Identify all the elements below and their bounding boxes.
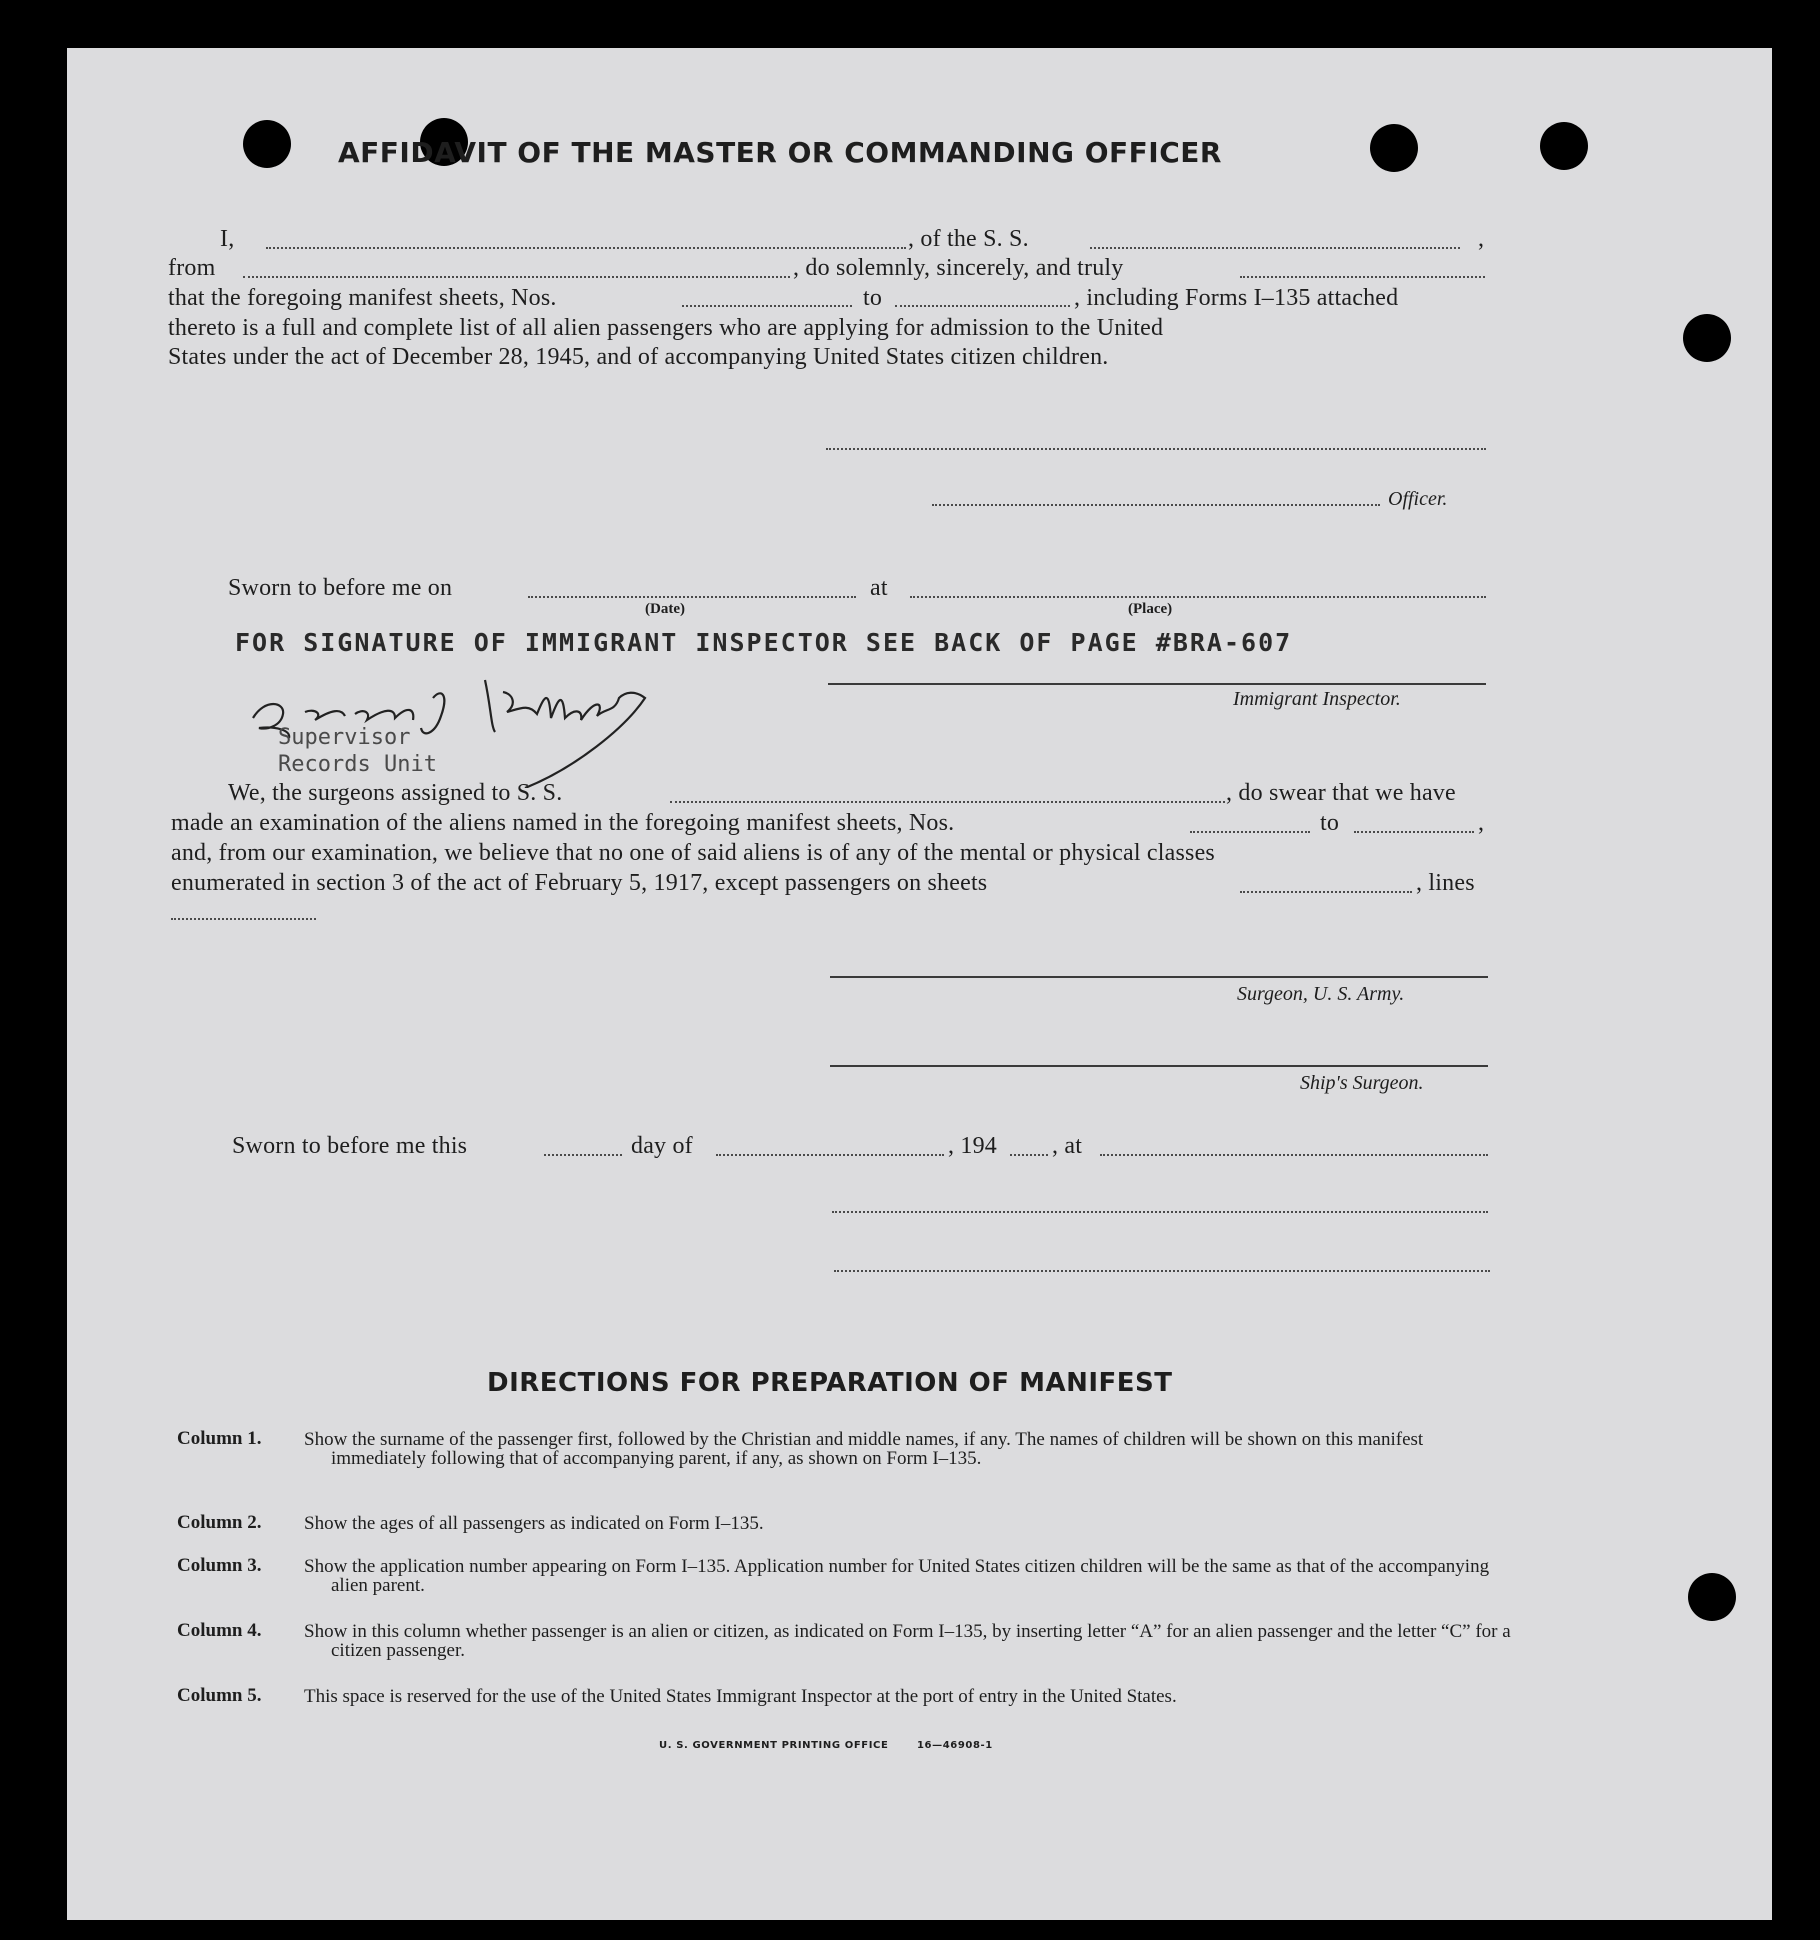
sworn2-day-of: day of — [631, 1133, 693, 1159]
surgeons-to: to — [1320, 810, 1340, 836]
manifest-to-field[interactable] — [895, 305, 1070, 307]
sworn-date-field[interactable] — [528, 596, 856, 598]
surgeons-lines: , lines — [1416, 870, 1475, 896]
sworn-place-field[interactable] — [910, 596, 1486, 598]
army-surgeon-signature-line[interactable] — [830, 976, 1488, 978]
ship-surgeon-label: Ship's Surgeon. — [1300, 1072, 1424, 1094]
sworn2-text: Sworn to before me this — [232, 1133, 468, 1159]
sworn-at: at — [870, 575, 888, 601]
direction-label-4: Column 4. — [177, 1620, 262, 1641]
direction-text-1: Show the surname of the passenger first, followed by the Christian and middle names, if any. The names of children will be shown on this manifest immediately following that of accompanying parent, if any, as shown on Form I–135. — [304, 1429, 1424, 1469]
place-caption: (Place) — [1128, 601, 1173, 617]
punch-hole — [1370, 124, 1418, 172]
typed-title-line1: Supervisor — [278, 725, 411, 750]
officer-signature-line[interactable] — [826, 448, 1486, 450]
punch-hole — [1540, 122, 1588, 170]
direction-label-2: Column 2. — [177, 1512, 262, 1533]
affidavit-of-ss: , of the S. S. — [908, 226, 1029, 252]
ship-surgeon-signature-line[interactable] — [830, 1065, 1488, 1067]
surgeons-ss-field[interactable] — [670, 801, 1225, 803]
surgeons-line4: enumerated in section 3 of the act of February 5, 1917, except passengers on sheets — [171, 870, 988, 896]
surgeons-nos-from-field[interactable] — [1190, 831, 1310, 833]
affidavit-from: from — [168, 255, 216, 281]
date-caption: (Date) — [645, 601, 685, 617]
sworn2-day-field[interactable] — [544, 1154, 622, 1156]
army-surgeon-label: Surgeon, U. S. Army. — [1237, 983, 1405, 1005]
sworn-text: Sworn to before me on — [228, 575, 453, 601]
affidavit-forms: , including Forms I–135 attached — [1074, 285, 1399, 311]
sworn2-signature-line[interactable] — [832, 1211, 1488, 1213]
inspector-label: Immigrant Inspector. — [1233, 688, 1401, 710]
direction-text-2: Show the ages of all passengers as indicated on Form I–135. — [304, 1513, 764, 1534]
inspector-signature-line[interactable] — [828, 683, 1486, 685]
except-sheets-field[interactable] — [1240, 891, 1412, 893]
affidavit-swear: , do solemnly, sincerely, and truly — [793, 255, 1124, 281]
inspector-stamp: FOR SIGNATURE OF IMMIGRANT INSPECTOR SEE BACK OF PAGE #BRA-607 — [235, 628, 1293, 657]
surgeons-line3: and, from our examination, we believe that no one of said aliens is of any of the mental or physical classes — [171, 840, 1215, 866]
officer-label: Officer. — [1388, 488, 1448, 510]
manifest-from-field[interactable] — [682, 305, 852, 307]
direction-text-5: This space is reserved for the use of the United States Immigrant Inspector at the port of entry in the United States. — [304, 1686, 1177, 1707]
sworn2-at: , at — [1052, 1133, 1083, 1159]
direction-label-1: Column 1. — [177, 1428, 262, 1449]
affidavit-i: I, — [220, 226, 235, 252]
surgeons-line1: We, the surgeons assigned to S. S. — [228, 780, 563, 806]
affidavit-line4: thereto is a full and complete list of all alien passengers who are applying for admission to the United — [168, 315, 1164, 341]
sworn2-title-line[interactable] — [834, 1270, 1490, 1272]
printer-credit: U. S. GOVERNMENT PRINTING OFFICE — [659, 1740, 889, 1751]
from-port-field[interactable] — [243, 276, 790, 278]
direction-text-4: Show in this column whether passenger is an alien or citizen, as indicated on Form I–135, by inserting letter “A” for an alien passenger and the letter “C” for a citizen passenger. — [304, 1621, 1511, 1661]
direction-label-5: Column 5. — [177, 1685, 262, 1706]
directions-heading: DIRECTIONS FOR PREPARATION OF MANIFEST — [487, 1368, 1173, 1398]
sworn2-year-field[interactable] — [1010, 1154, 1048, 1156]
form-title: AFFIDAVIT OF THE MASTER OR COMMANDING OFFICER — [338, 136, 1222, 169]
master-name-field[interactable] — [266, 247, 906, 249]
surgeons-swear: , do swear that we have — [1226, 780, 1456, 806]
punch-hole — [1683, 314, 1731, 362]
direction-text-3: Show the application number appearing on Form I–135. Application number for United States citizen children will be the same as that of the accompanying alien parent. — [304, 1556, 1490, 1596]
form-code: 16—46908-1 — [917, 1740, 993, 1751]
surgeons-nos-to-field[interactable] — [1354, 831, 1474, 833]
affidavit-line5: States under the act of December 28, 1945, and of accompanying United States citizen children. — [168, 344, 1109, 370]
direction-label-3: Column 3. — [177, 1555, 262, 1576]
surgeons-line2-end: , — [1478, 810, 1485, 836]
ship-name-field[interactable] — [1090, 247, 1460, 249]
swear-field[interactable] — [1240, 276, 1485, 278]
affidavit-to: to — [863, 285, 883, 311]
affidavit-line1-end: , — [1478, 226, 1485, 252]
sworn2-year: , 194 — [948, 1133, 997, 1159]
except-lines-field[interactable] — [171, 918, 316, 920]
sworn2-place-field[interactable] — [1100, 1154, 1488, 1156]
typed-title-line2: Records Unit — [278, 752, 437, 777]
affidavit-manifest-nos: that the foregoing manifest sheets, Nos. — [168, 285, 557, 311]
punch-hole — [1688, 1573, 1736, 1621]
surgeons-line2: made an examination of the aliens named in the foregoing manifest sheets, Nos. — [171, 810, 955, 836]
sworn2-month-field[interactable] — [716, 1154, 944, 1156]
officer-title-line[interactable] — [932, 504, 1380, 506]
punch-hole — [243, 120, 291, 168]
